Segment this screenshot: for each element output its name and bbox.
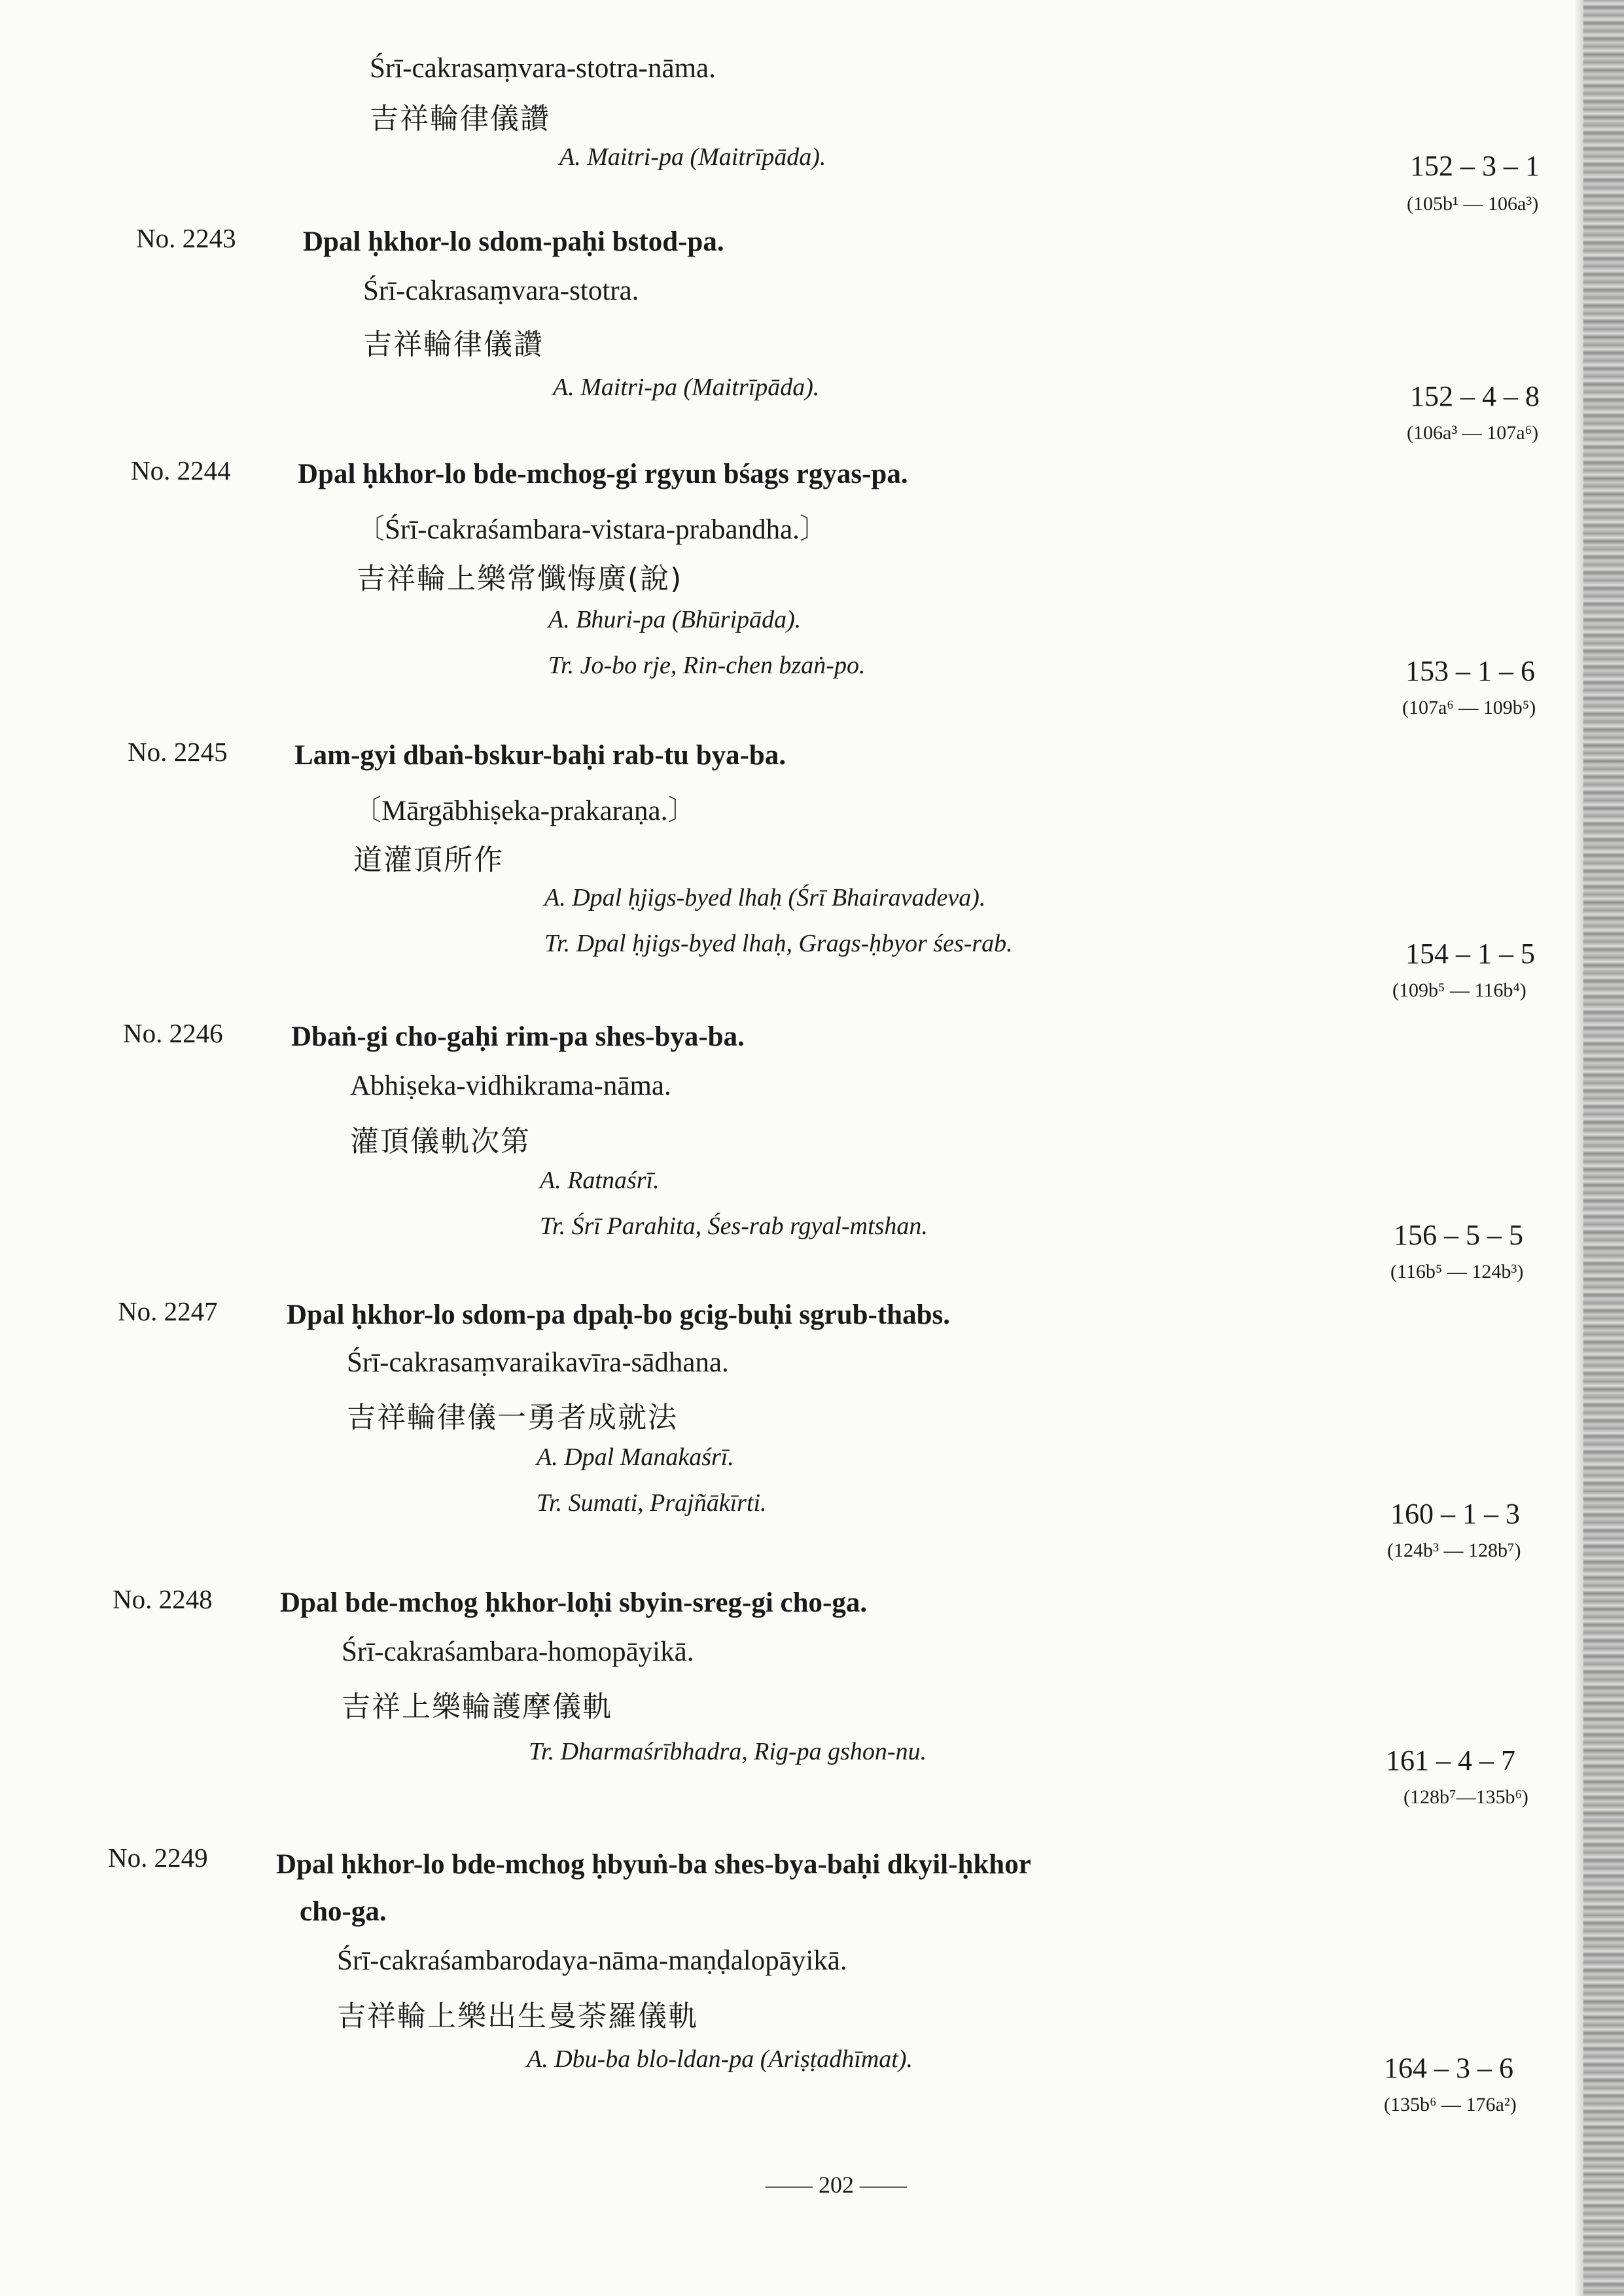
intro-sanskrit: Śrī-cakrasaṃvara-stotra-nāma. — [370, 53, 716, 84]
entry-number: No. 2245 — [128, 737, 228, 767]
entry-ref: 160 – 1 – 3 — [1390, 1498, 1520, 1530]
entry-author: A. Dpal Manakaśrī. — [537, 1443, 734, 1471]
entry-number: No. 2248 — [113, 1584, 213, 1614]
entry-author: A. Ratnaśrī. — [540, 1167, 660, 1194]
entry-number: No. 2249 — [108, 1843, 208, 1873]
entry-title: Dpal ḥkhor-lo sdom-pa dpaḥ-bo gcig-buḥi sgrub-thabs. — [287, 1299, 950, 1330]
page-number: —— 202 —— — [766, 2172, 907, 2198]
entry-sanskrit: Śrī-cakrasaṃvaraikavīra-sādhana. — [347, 1347, 729, 1378]
entry-folio: (116b⁵ — 124b³) — [1390, 1261, 1524, 1282]
entry-ref: 153 – 1 – 6 — [1405, 655, 1535, 687]
entry-chinese: 吉祥輪律儀讚 — [363, 328, 544, 361]
entry-author: A. Bhuri-pa (Bhūripāda). — [548, 606, 802, 633]
entry-sanskrit: 〔Śrī-cakraśambara-vistara-prabandha.〕 — [357, 514, 828, 545]
entry-folio: (128b⁷—135b⁶) — [1403, 1786, 1528, 1808]
entry-sanskrit: Śrī-cakraśambarodaya-nāma-maṇḍalopāyikā. — [337, 1945, 847, 1976]
entry-number: No. 2243 — [136, 223, 236, 253]
entry-sanskrit: Abhiṣeka-vidhikrama-nāma. — [350, 1070, 671, 1101]
entry-folio: (109b⁵ — 116b⁴) — [1392, 980, 1527, 1001]
entry-chinese: 灌頂儀軌次第 — [350, 1125, 531, 1158]
entry-folio: (107a⁶ — 109b⁵) — [1402, 697, 1536, 718]
scanned-page-edge — [1583, 0, 1624, 2296]
entry-translator: Tr. Jo-bo rje, Rin-chen bzaṅ-po. — [548, 652, 866, 679]
entry-folio: (124b³ — 128b⁷) — [1387, 1540, 1521, 1561]
entry-number: No. 2244 — [131, 455, 231, 486]
entry-sanskrit: Śrī-cakrasaṃvara-stotra. — [363, 275, 639, 306]
entry-ref: 154 – 1 – 5 — [1405, 938, 1535, 970]
entry-chinese: 吉祥上樂輪護摩儀軌 — [342, 1690, 612, 1723]
entry-ref: 164 – 3 – 6 — [1384, 2052, 1513, 2084]
intro-ref: 152 – 3 – 1 — [1410, 150, 1540, 182]
entry-sanskrit: Śrī-cakraśambara-homopāyikā. — [342, 1636, 694, 1667]
entry-chinese: 吉祥輪上樂常懺悔廣(說) — [357, 562, 683, 595]
entry-author: A. Maitri-pa (Maitrīpāda). — [553, 374, 820, 401]
entry-folio: (135b⁶ — 176a²) — [1384, 2094, 1517, 2115]
entry-title: Lam-gyi dbaṅ-bskur-baḥi rab-tu bya-ba. — [294, 740, 786, 771]
entry-ref: 152 – 4 – 8 — [1410, 380, 1540, 412]
entry-ref: 156 – 5 – 5 — [1394, 1219, 1523, 1251]
entry-author: A. Dbu-ba blo-ldan-pa (Ariṣṭadhīmat). — [527, 2045, 913, 2073]
entry-chinese: 吉祥輪律儀一勇者成就法 — [347, 1401, 678, 1434]
entry-title: Dpal ḥkhor-lo sdom-paḥi bstod-pa. — [303, 226, 724, 257]
entry-translator: Tr. Śrī Parahita, Śes-rab rgyal-mtshan. — [540, 1212, 928, 1240]
intro-author: A. Maitri-pa (Maitrīpāda). — [559, 143, 826, 171]
entry-author: A. Dpal ḥjigs-byed lhaḥ (Śrī Bhairavadeva). — [544, 884, 986, 911]
entry-chinese: 道灌頂所作 — [353, 843, 504, 877]
entry-title: Dpal ḥkhor-lo bde-mchog ḥbyuṅ-ba shes-bya-baḥi dkyil-ḥkhor — [276, 1849, 1031, 1880]
entry-title: Dpal bde-mchog ḥkhor-loḥi sbyin-sreg-gi cho-ga. — [280, 1587, 868, 1618]
intro-chinese: 吉祥輪律儀讚 — [370, 102, 550, 135]
entry-number: No. 2246 — [123, 1018, 223, 1048]
entry-translator: Tr. Dpal ḥjigs-byed lhaḥ, Grags-ḥbyor śes-rab. — [544, 930, 1013, 957]
entry-title: Dpal ḥkhor-lo bde-mchog-gi rgyun bśags rgyas-pa. — [298, 459, 908, 489]
entry-chinese: 吉祥輪上樂出生曼荼羅儀軌 — [337, 2000, 698, 2033]
entry-title-continued: cho-ga. — [300, 1896, 387, 1927]
intro-folio: (105b¹ — 106a³) — [1407, 193, 1539, 215]
entry-ref: 161 – 4 – 7 — [1386, 1744, 1515, 1776]
entry-translator: Tr. Dharmaśrībhadra, Rig-pa gshon-nu. — [529, 1738, 927, 1765]
entry-title: Dbaṅ-gi cho-gaḥi rim-pa shes-bya-ba. — [291, 1021, 745, 1052]
entry-translator: Tr. Sumati, Prajñākīrti. — [537, 1489, 767, 1517]
entry-number: No. 2247 — [118, 1296, 218, 1326]
entry-folio: (106a³ — 107a⁶) — [1407, 422, 1539, 444]
entry-sanskrit: 〔Mārgābhiṣeka-prakaraṇa.〕 — [353, 796, 696, 826]
